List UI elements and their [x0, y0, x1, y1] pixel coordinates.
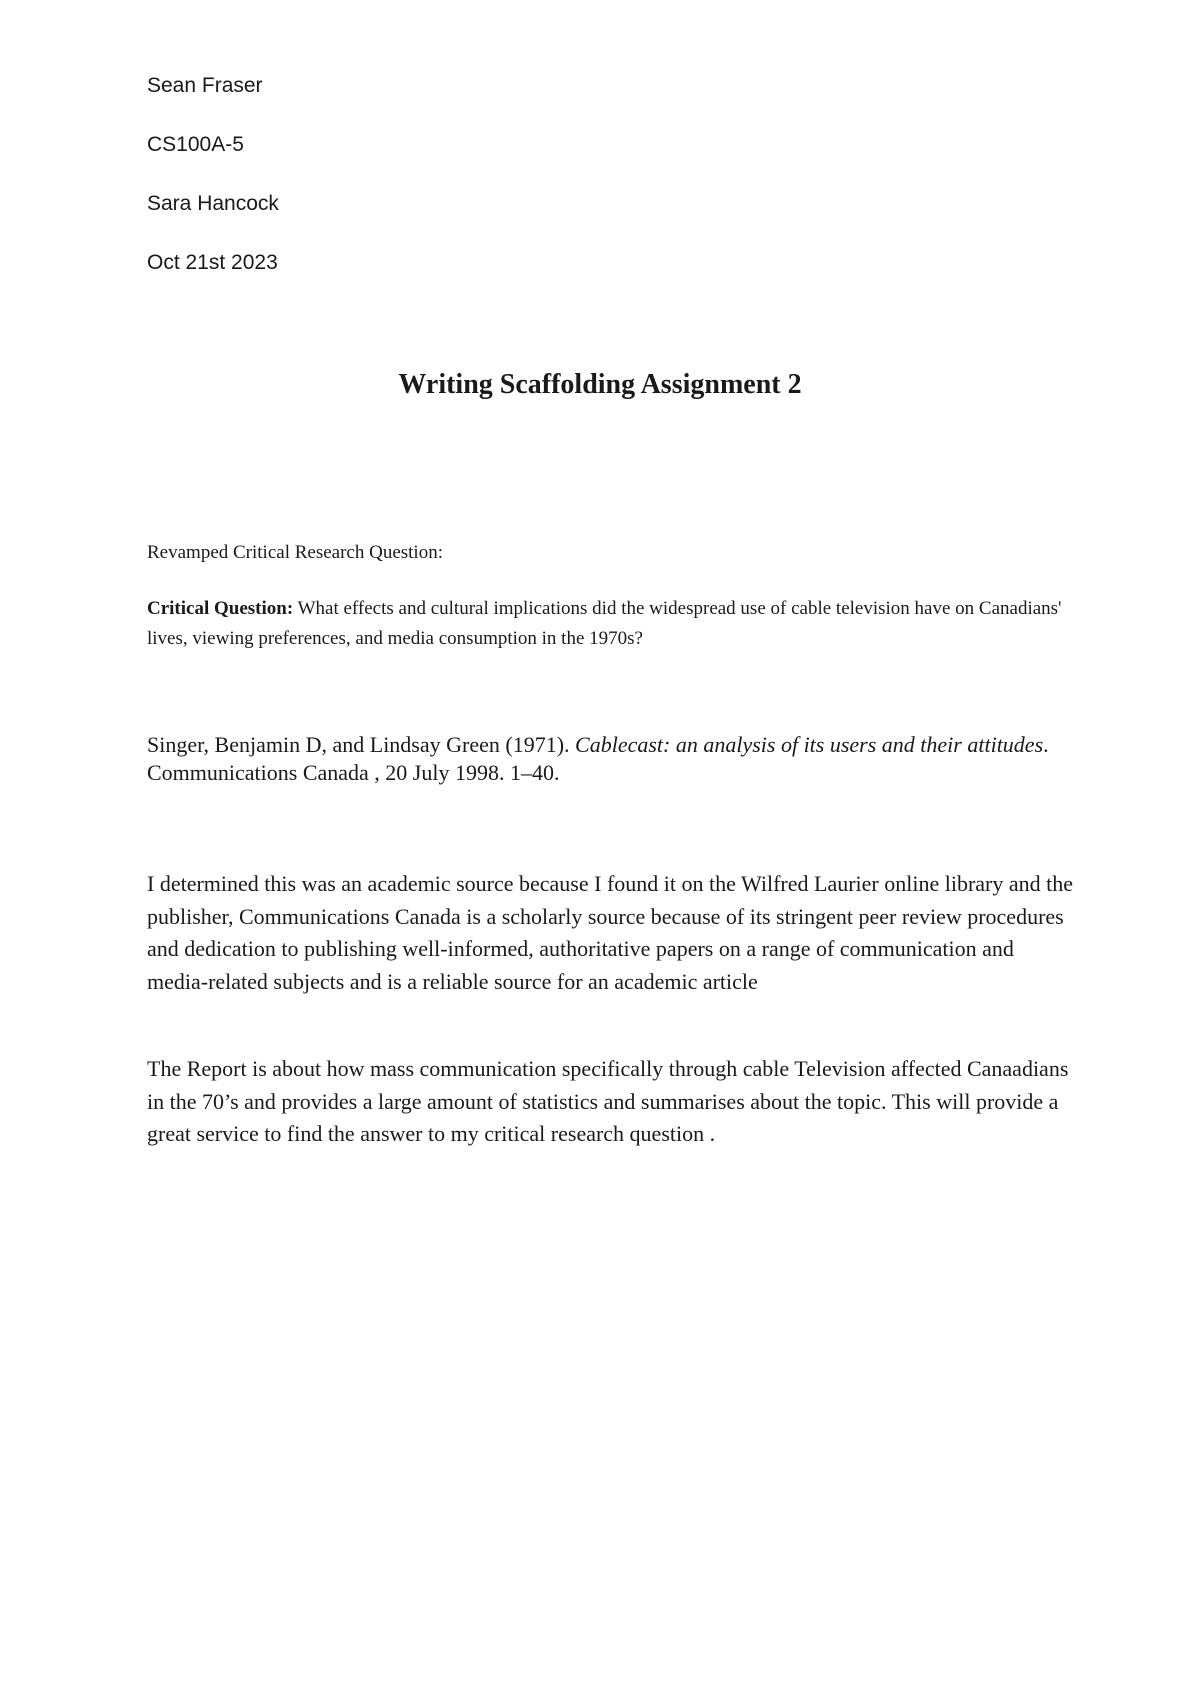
citation [147, 731, 1077, 787]
author-name: Sean Fraser [147, 74, 263, 97]
document-title: Writing Scaffolding Assignment 2 [398, 369, 802, 400]
citation-details: . Communications Canada , 20 July 1998. 1–40. [147, 732, 1049, 785]
course-code: CS100A-5 [147, 133, 244, 156]
research-question-label: Revamped Critical Research Question: [147, 542, 443, 563]
source-justification-paragraph: I determined this was an academic source because I found it on the Wilfred Laurier online library and the publisher, Communications Canada is a scholarly source because of its stringent peer review procedures and dedication to publishing well-informed, authoritative papers on a range of communication and media-related subjects and is a reliable source for an academic article [147, 871, 1074, 994]
critical-question-text: What effects and cultural implications did the widespread use of cable television have on Canadians' lives, viewing preferences, and media consumption in the 1970s? [147, 598, 1062, 649]
critical-question-label: Critical Question: [147, 598, 294, 619]
citation-title: Cablecast: an analysis of its users and their attitudes [575, 732, 1044, 757]
instructor-name: Sara Hancock [147, 192, 279, 215]
citation-authors: Singer, Benjamin D, and Lindsay Green (1971). [147, 732, 576, 757]
report-summary-paragraph: The Report is about how mass communication specifically through cable Television affected Canaadians in the 70’s and provides a large amount of statistics and summarises about the topic. This will provide a great service to find the answer to my critical research question . [147, 1056, 1069, 1146]
critical-question [147, 594, 1067, 654]
submission-date: Oct 21st 2023 [147, 251, 278, 274]
